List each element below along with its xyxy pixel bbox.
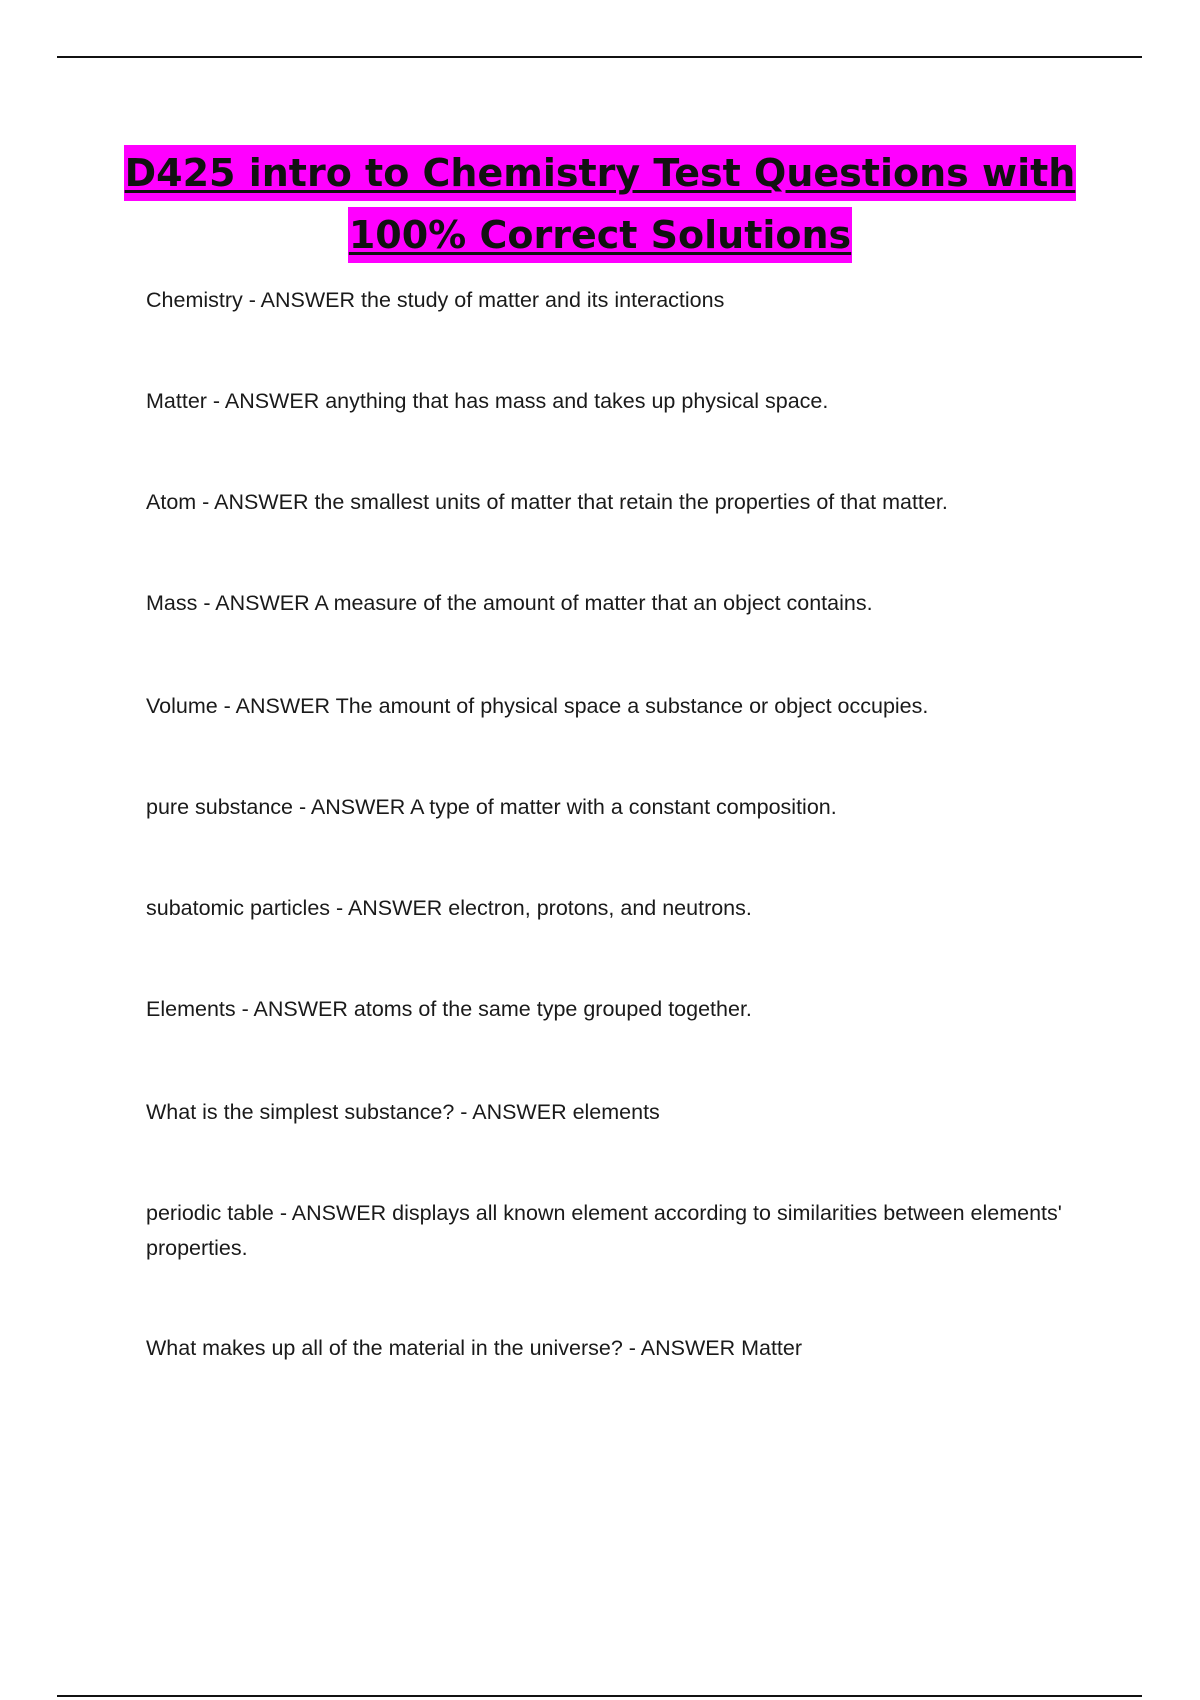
qa-item: Elements - ANSWER atoms of the same type grouped together. <box>146 997 752 1021</box>
title-line-2: 100% Correct Solutions <box>348 207 852 263</box>
qa-item: Atom - ANSWER the smallest units of matter that retain the properties of that matter. <box>146 490 948 514</box>
header-rule <box>57 56 1142 58</box>
footer-rule <box>57 1695 1142 1697</box>
qa-item: periodic table - ANSWER displays all known element according to similarities between elements' properties. <box>146 1201 1062 1260</box>
qa-item: What is the simplest substance? - ANSWER elements <box>146 1100 660 1124</box>
qa-item: Chemistry - ANSWER the study of matter and its interactions <box>146 288 725 312</box>
document-title <box>0 145 1200 269</box>
qa-item: Mass - ANSWER A measure of the amount of matter that an object contains. <box>146 591 873 615</box>
qa-item: subatomic particles - ANSWER electron, protons, and neutrons. <box>146 896 752 920</box>
qa-item: pure substance - ANSWER A type of matter with a constant composition. <box>146 795 837 819</box>
title-line-1: D425 intro to Chemistry Test Questions with <box>124 145 1077 201</box>
qa-item: Matter - ANSWER anything that has mass and takes up physical space. <box>146 389 829 413</box>
qa-item: What makes up all of the material in the universe? - ANSWER Matter <box>146 1336 803 1360</box>
qa-item: Volume - ANSWER The amount of physical space a substance or object occupies. <box>146 694 929 718</box>
